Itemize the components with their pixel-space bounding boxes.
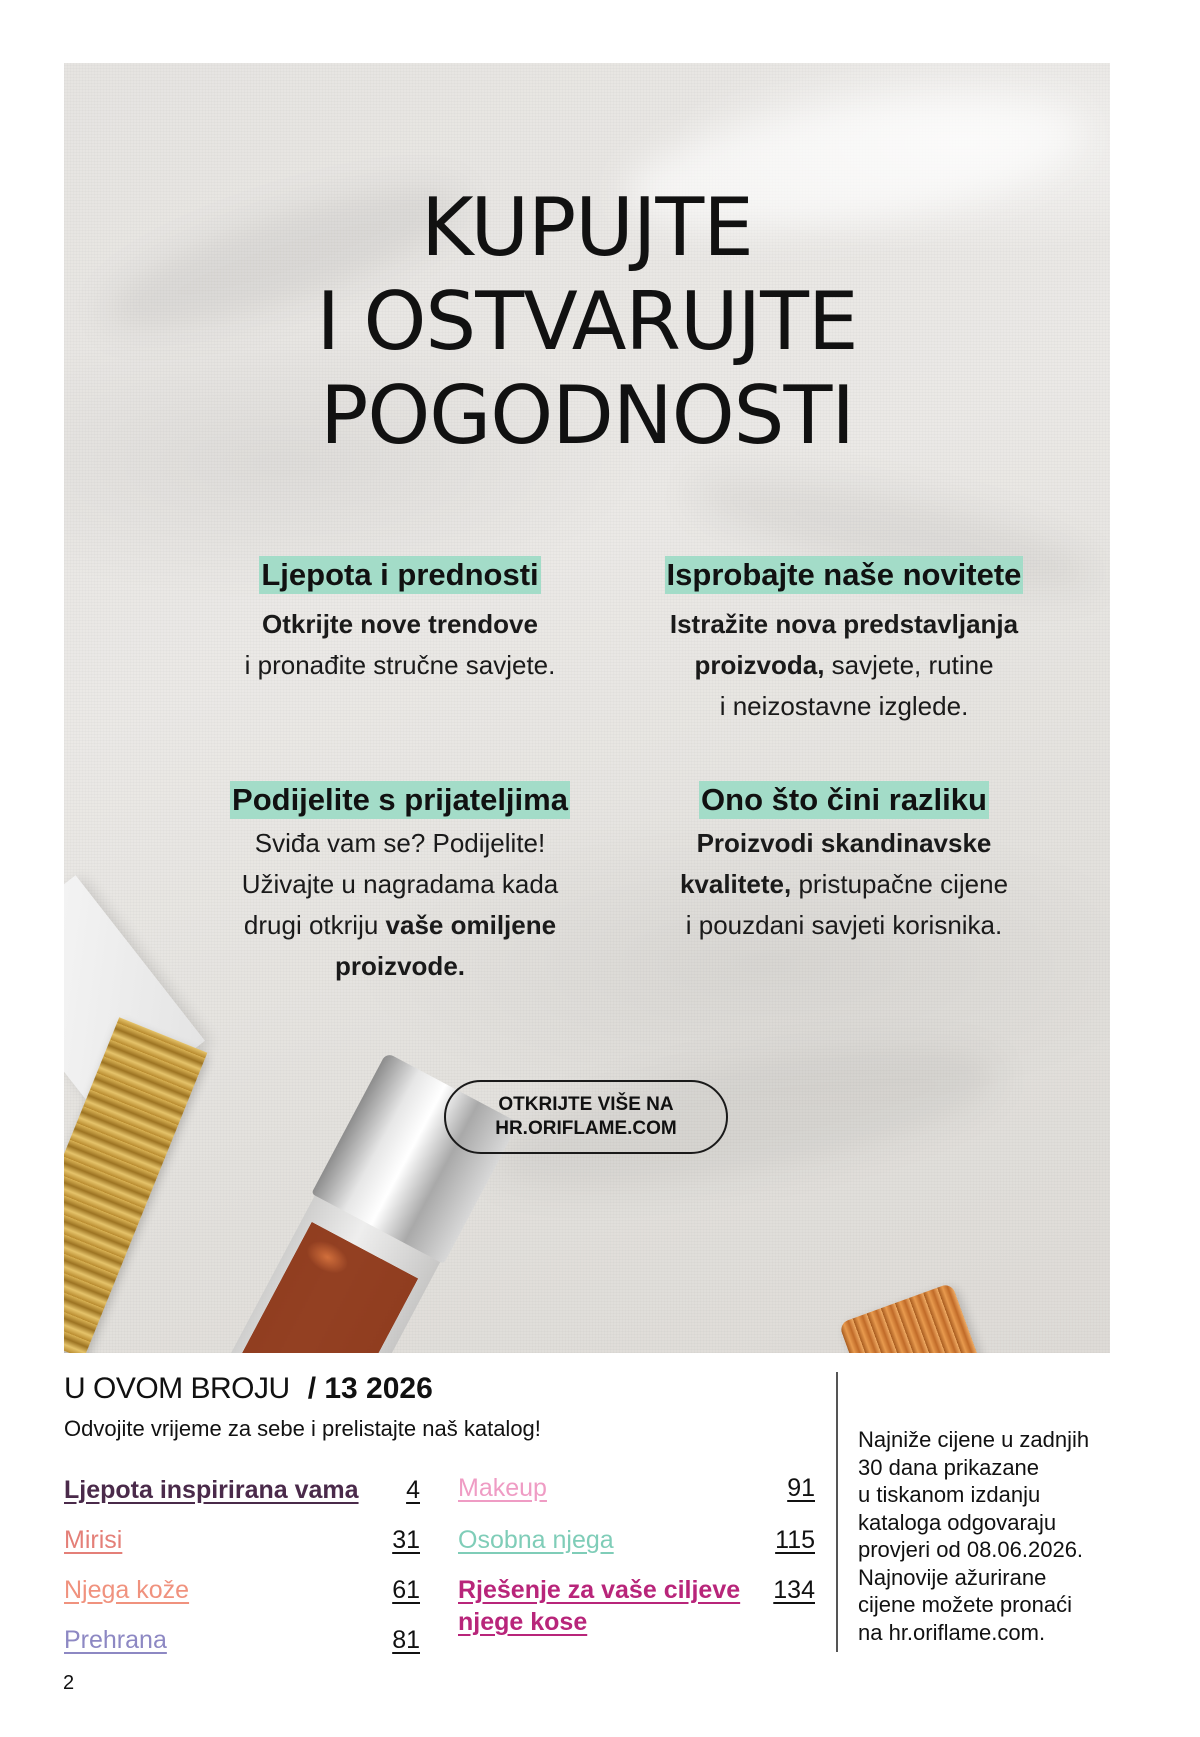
benefit-text-run: Uživajte u nagradama kada <box>241 869 559 899</box>
hero-title <box>64 181 1110 463</box>
copper-lipstick <box>839 1283 1010 1353</box>
benefit-text <box>170 823 630 987</box>
benefit-block-difference <box>624 781 1064 946</box>
toc-link-beauty[interactable]: Ljepota inspirirana vama <box>64 1476 359 1504</box>
price-note <box>858 1426 1118 1646</box>
toc-page-number[interactable]: 91 <box>787 1474 815 1502</box>
benefit-block-beauty <box>170 556 630 686</box>
benefit-text-line <box>170 946 630 987</box>
toc-page-number[interactable]: 115 <box>775 1526 815 1554</box>
toc-link-fragrances[interactable]: Mirisi <box>64 1526 123 1554</box>
toc-page-number[interactable]: 61 <box>392 1576 420 1604</box>
benefit-text-bold: Istražite nova predstavljanja <box>669 609 1019 639</box>
hero-title-line: I OSTVARUJTE <box>316 275 858 368</box>
issue-number: / 13 2026 <box>307 1372 433 1405</box>
toc-page-number[interactable]: 81 <box>392 1626 420 1654</box>
discover-more-button[interactable] <box>444 1080 728 1154</box>
note-line: kataloga odgovaraju <box>858 1509 1057 1535</box>
toc-page-number[interactable]: 4 <box>406 1476 420 1504</box>
benefit-text-run: drugi otkriju <box>243 910 386 940</box>
toc-page-number[interactable]: 134 <box>773 1576 815 1604</box>
benefit-title: Podijelite s prijateljima <box>232 782 568 817</box>
benefit-text <box>624 823 1064 946</box>
benefit-block-share <box>170 781 630 987</box>
benefit-text-bold: proizvode. <box>334 951 465 981</box>
page-number: 2 <box>63 1672 75 1694</box>
note-line: Najniže cijene u zadnjih <box>858 1427 1090 1452</box>
benefit-text-bold: Proizvodi skandinavske <box>696 828 992 858</box>
benefit-block-novelties <box>624 556 1064 727</box>
benefit-text-run: pristupačne cijene <box>791 869 1009 899</box>
benefit-text-line <box>170 645 630 686</box>
note-line: 30 dana prikazane <box>858 1454 1040 1480</box>
hero-title-line: KUPUJTE <box>421 181 753 274</box>
benefit-text-bold: Otkrijte nove trendove <box>262 609 538 639</box>
benefit-text-line <box>624 905 1064 946</box>
cta-line: HR.ORIFLAME.COM <box>495 1118 677 1139</box>
benefit-text-run: Sviđa vam se? Podijelite! <box>254 828 546 858</box>
benefit-text-bold: kvalitete, <box>679 869 792 899</box>
benefit-text-line <box>624 645 1064 686</box>
note-line: cijene možete pronaći <box>858 1592 1073 1617</box>
toc-link-nutrition[interactable]: Prehrana <box>64 1626 167 1654</box>
issue-label: U OVOM BROJU <box>64 1372 290 1405</box>
benefit-title: Isprobajte naše novitete <box>666 557 1022 592</box>
benefit-text-bold: vaše omiljene <box>385 910 557 940</box>
issue-subtitle: Odvojite vrijeme za sebe i prelistajte naš katalog! <box>64 1416 541 1441</box>
benefit-text-line <box>624 823 1064 864</box>
benefit-text <box>624 604 1064 727</box>
benefit-text <box>170 604 630 686</box>
hero-title-line: POGODNOSTI <box>320 369 854 462</box>
toc-link-haircare[interactable]: Rješenje za vaše ciljeve <box>458 1576 741 1604</box>
note-line: u tiskanom izdanju <box>858 1482 1041 1507</box>
toc-link-skincare[interactable]: Njega kože <box>64 1576 190 1604</box>
benefit-text-line <box>170 823 630 864</box>
benefit-text-bold: proizvoda, <box>694 650 825 680</box>
benefit-title: Ljepota i prednosti <box>261 557 539 592</box>
benefit-text-run: i neizostavne izglede. <box>719 691 969 721</box>
note-line: Najnovije ažurirane <box>858 1564 1047 1590</box>
benefit-text-line <box>170 905 630 946</box>
toc-link-haircare-line2[interactable]: njege kose <box>458 1608 588 1636</box>
benefit-title: Ono što čini razliku <box>701 782 987 817</box>
benefit-text-line <box>624 604 1064 645</box>
hero-photo <box>64 63 1110 1353</box>
cta-line: OTKRIJTE VIŠE NA <box>498 1094 674 1115</box>
benefit-text-line <box>624 864 1064 905</box>
toc-link-makeup[interactable]: Makeup <box>458 1474 547 1502</box>
benefit-text-line <box>170 864 630 905</box>
toc-page-number[interactable]: 31 <box>392 1526 420 1554</box>
benefit-text-line <box>624 686 1064 727</box>
benefit-text-run: savjete, rutine <box>824 650 994 680</box>
benefit-text-line <box>170 604 630 645</box>
note-line: na hr.oriflame.com. <box>858 1619 1046 1645</box>
vertical-divider <box>836 1372 838 1652</box>
note-line: provjeri od 08.06.2026. <box>858 1537 1084 1562</box>
issue-heading <box>64 1372 433 1406</box>
benefit-text-run: i pouzdani savjeti korisnika. <box>685 910 1003 940</box>
toc-link-personal-care[interactable]: Osobna njega <box>458 1526 614 1554</box>
benefit-text-run: i pronađite stručne savjete. <box>244 650 556 680</box>
